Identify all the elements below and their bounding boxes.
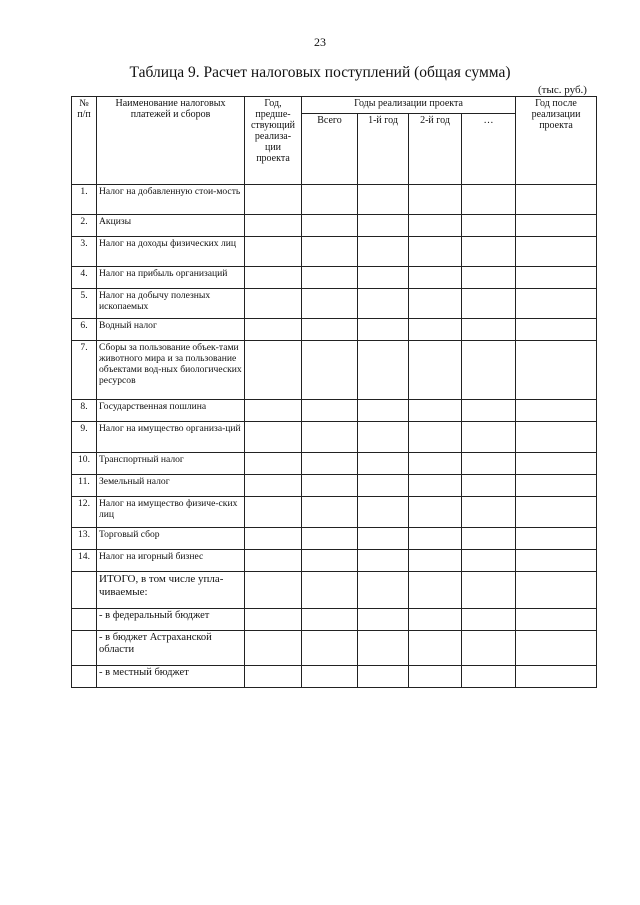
cell-more-years [462,497,516,528]
table-row [72,572,597,609]
table-row [72,475,597,497]
row-name: Акцизы [97,215,245,237]
cell-after-year [516,497,597,528]
cell-total [302,341,358,400]
cell-year-1 [358,267,409,289]
cell-year-2 [409,185,462,215]
row-name: - в федеральный бюджет [97,609,245,631]
table-row [72,185,597,215]
cell-total [302,215,358,237]
row-num: 9. [72,422,97,453]
cell-year-1 [358,237,409,267]
row-name: Земельный налог [97,475,245,497]
cell-total [302,319,358,341]
row-num: 7. [72,341,97,400]
table-row [72,609,597,631]
cell-year-2 [409,475,462,497]
cell-year-1 [358,319,409,341]
cell-after-year [516,475,597,497]
cell-year-2 [409,453,462,475]
cell-more-years [462,289,516,319]
row-num: 11. [72,475,97,497]
cell-after-year [516,400,597,422]
table-row [72,267,597,289]
page-number: 23 [314,35,326,49]
cell-after-year [516,528,597,550]
row-num: 3. [72,237,97,267]
cell-more-years [462,422,516,453]
cell-more-years [462,319,516,341]
cell-year-2 [409,237,462,267]
header-total: Всего [302,114,358,185]
cell-more-years [462,631,516,666]
table-row [72,289,597,319]
cell-prev-year [245,289,302,319]
row-num [72,609,97,631]
row-name: Налог на игорный бизнес [97,550,245,572]
cell-year-1 [358,609,409,631]
cell-year-1 [358,497,409,528]
header-years-group: Годы реализации проекта [302,97,516,114]
cell-total [302,453,358,475]
cell-total [302,267,358,289]
cell-after-year [516,267,597,289]
table-row [72,528,597,550]
table-row [72,550,597,572]
cell-year-1 [358,631,409,666]
table-title: Таблица 9. Расчет налоговых поступлений (общая сумма) [129,64,511,81]
cell-after-year [516,237,597,267]
cell-prev-year [245,550,302,572]
table-row [72,400,597,422]
row-name: - в местный бюджет [97,666,245,688]
cell-more-years [462,453,516,475]
cell-more-years [462,237,516,267]
row-num [72,631,97,666]
cell-more-years [462,475,516,497]
cell-more-years [462,666,516,688]
cell-more-years [462,400,516,422]
row-num: 1. [72,185,97,215]
cell-prev-year [245,609,302,631]
cell-total [302,422,358,453]
cell-year-2 [409,215,462,237]
cell-total [302,666,358,688]
row-num: 12. [72,497,97,528]
cell-year-1 [358,422,409,453]
row-name: Налог на доходы физических лиц [97,237,245,267]
cell-year-1 [358,185,409,215]
row-num: 4. [72,267,97,289]
row-name: Государственная пошлина [97,400,245,422]
cell-more-years [462,572,516,609]
row-name: Водный налог [97,319,245,341]
cell-year-1 [358,341,409,400]
header-num: № п/п [72,97,97,185]
cell-year-2 [409,528,462,550]
cell-more-years [462,528,516,550]
row-name: Налог на добычу полезных ископаемых [97,289,245,319]
tax-revenue-table [71,96,597,688]
cell-prev-year [245,185,302,215]
row-num: 14. [72,550,97,572]
cell-year-2 [409,319,462,341]
cell-prev-year [245,475,302,497]
cell-after-year [516,453,597,475]
cell-prev-year [245,341,302,400]
cell-prev-year [245,631,302,666]
cell-prev-year [245,497,302,528]
cell-year-1 [358,528,409,550]
cell-prev-year [245,528,302,550]
header-name: Наименование налоговых платежей и сборов [97,97,245,185]
row-name: Торговый сбор [97,528,245,550]
row-name: Транспортный налог [97,453,245,475]
row-name: Сборы за пользование объек-тами животного мира и за пользование объектами вод-ных биологических ресурсов [97,341,245,400]
cell-more-years [462,215,516,237]
cell-year-1 [358,289,409,319]
cell-year-1 [358,666,409,688]
header-prev-year: Год, предше-ствующий реализа-ции проекта [245,97,302,185]
cell-prev-year [245,215,302,237]
cell-prev-year [245,267,302,289]
cell-after-year [516,572,597,609]
cell-prev-year [245,666,302,688]
row-num [72,572,97,609]
cell-year-2 [409,400,462,422]
cell-year-2 [409,572,462,609]
cell-after-year [516,422,597,453]
cell-year-2 [409,609,462,631]
cell-year-2 [409,497,462,528]
table-row [72,237,597,267]
row-num: 6. [72,319,97,341]
cell-total [302,572,358,609]
cell-after-year [516,185,597,215]
cell-year-1 [358,215,409,237]
header-year-1: 1-й год [358,114,409,185]
cell-year-2 [409,666,462,688]
cell-year-2 [409,267,462,289]
cell-year-1 [358,453,409,475]
row-num: 2. [72,215,97,237]
cell-after-year [516,341,597,400]
cell-more-years [462,550,516,572]
table-row [72,497,597,528]
table-row [72,453,597,475]
table-row [72,422,597,453]
cell-more-years [462,341,516,400]
cell-year-1 [358,550,409,572]
cell-total [302,400,358,422]
cell-more-years [462,267,516,289]
header-year-2: 2-й год [409,114,462,185]
header-more-years: … [462,114,516,185]
table-row [72,215,597,237]
cell-prev-year [245,319,302,341]
cell-year-2 [409,631,462,666]
cell-year-2 [409,341,462,400]
units-label: (тыс. руб.) [538,84,587,96]
row-name: Налог на добавленную стои-мость [97,185,245,215]
cell-total [302,528,358,550]
cell-more-years [462,609,516,631]
header-after-year: Год после реализации проекта [516,97,597,185]
row-num: 13. [72,528,97,550]
row-num [72,666,97,688]
cell-after-year [516,289,597,319]
table-row [72,666,597,688]
cell-total [302,237,358,267]
row-name: Налог на прибыль организаций [97,267,245,289]
row-name: Налог на имущество организа-ций [97,422,245,453]
table-row [72,341,597,400]
cell-total [302,497,358,528]
cell-prev-year [245,422,302,453]
cell-total [302,550,358,572]
cell-prev-year [245,453,302,475]
cell-after-year [516,631,597,666]
table-row [72,319,597,341]
cell-total [302,475,358,497]
row-num: 8. [72,400,97,422]
cell-total [302,289,358,319]
cell-prev-year [245,572,302,609]
cell-year-1 [358,400,409,422]
cell-prev-year [245,237,302,267]
cell-after-year [516,319,597,341]
cell-prev-year [245,400,302,422]
cell-total [302,609,358,631]
cell-total [302,185,358,215]
cell-year-1 [358,572,409,609]
row-num: 5. [72,289,97,319]
cell-year-1 [358,475,409,497]
row-name: Налог на имущество физиче-ских лиц [97,497,245,528]
cell-after-year [516,666,597,688]
cell-after-year [516,550,597,572]
row-name: ИТОГО, в том числе упла-чиваемые: [97,572,245,609]
cell-year-2 [409,422,462,453]
row-num: 10. [72,453,97,475]
cell-after-year [516,609,597,631]
cell-year-2 [409,289,462,319]
cell-more-years [462,185,516,215]
cell-after-year [516,215,597,237]
row-name: - в бюджет Астраханской области [97,631,245,666]
table-row [72,631,597,666]
cell-year-2 [409,550,462,572]
cell-total [302,631,358,666]
